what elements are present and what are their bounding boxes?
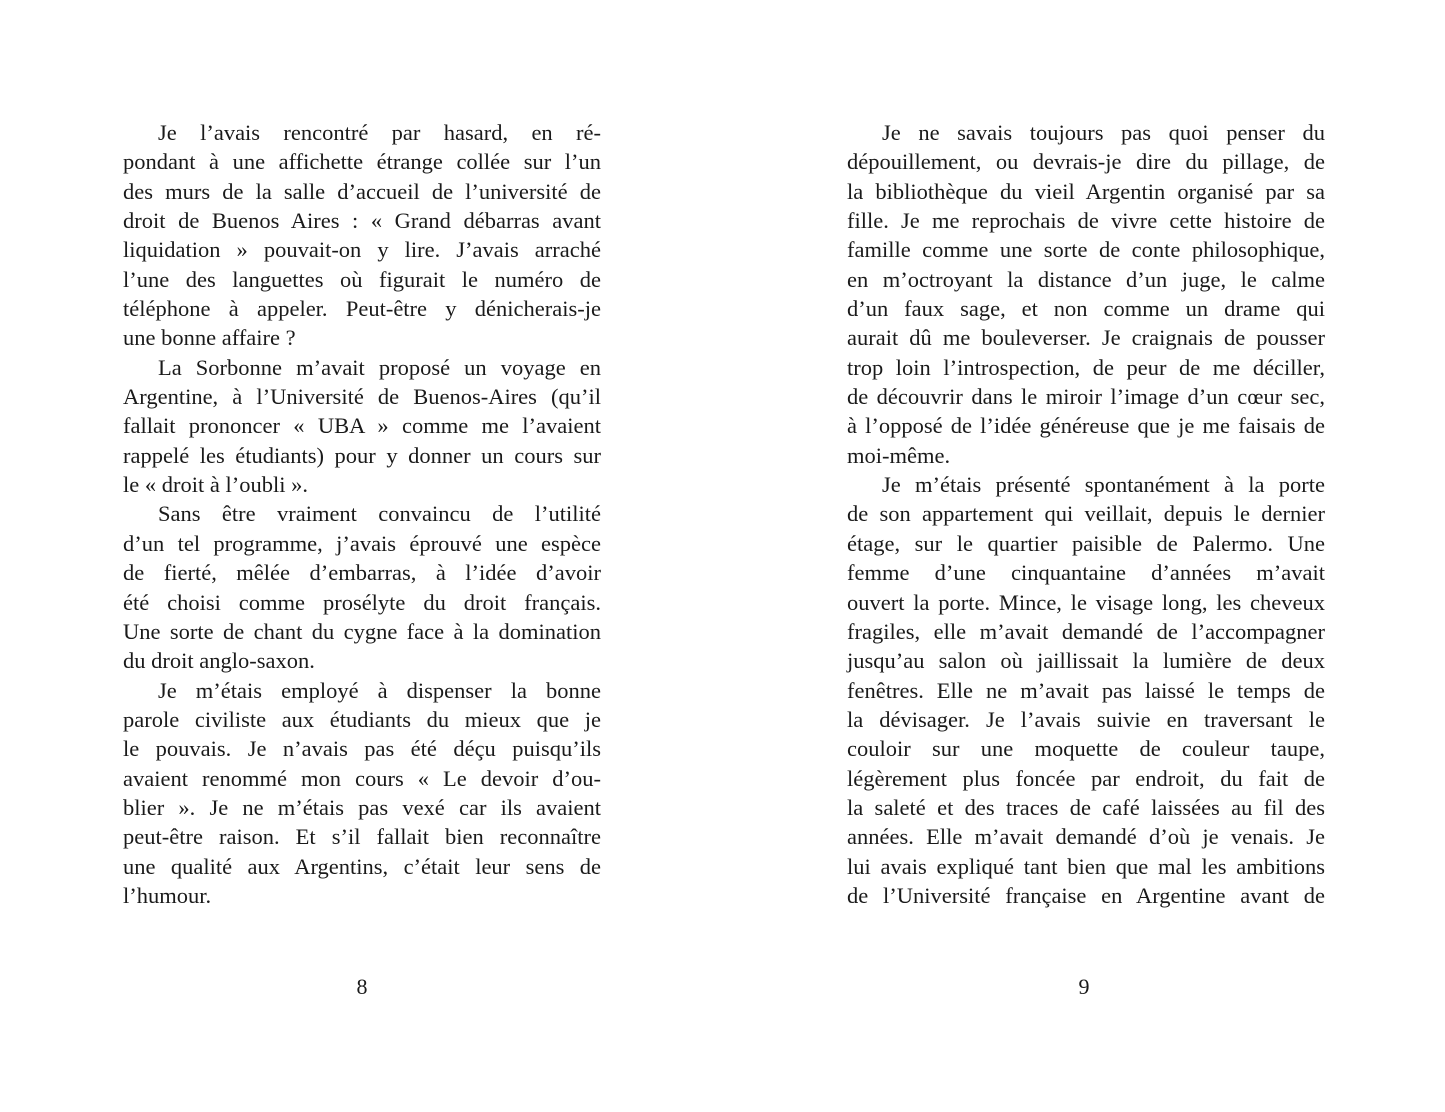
text-line: Je m’étais employé à dispenser la bonne bbox=[158, 677, 601, 703]
text-line: Une sorte de chant du cygne face à la domination bbox=[123, 618, 601, 644]
text-line: une bonne affaire ? bbox=[123, 325, 296, 351]
paragraph bbox=[123, 118, 601, 353]
text-line: de l’Université française en Argentine avant de bbox=[847, 882, 1325, 908]
text-line: Argentine, à l’Université de Buenos-Aires (qu’il bbox=[123, 384, 601, 410]
text-line: moi-même. bbox=[847, 442, 951, 468]
text-line: rappelé les étudiants) pour y donner un cours sur bbox=[123, 442, 601, 468]
text-line: trop loin l’introspection, de peur de me déciller, bbox=[847, 354, 1325, 380]
text-line: étage, sur le quartier paisible de Palermo. Une bbox=[847, 530, 1325, 556]
text-line: la bibliothèque du vieil Argentin organisé par sa bbox=[847, 178, 1325, 204]
text-line: fragiles, elle m’avait demandé de l’accompagner bbox=[847, 618, 1325, 644]
text-line: du droit anglo-saxon. bbox=[123, 648, 315, 674]
text-line: aurait dû me bouleverser. Je craignais de pousser bbox=[847, 325, 1325, 351]
paragraph bbox=[847, 470, 1325, 910]
text-line: dépouillement, ou devrais-je dire du pillage, de bbox=[847, 149, 1325, 175]
paragraph bbox=[847, 118, 1325, 470]
text-line: peut-être raison. Et s’il fallait bien reconnaître bbox=[123, 824, 601, 850]
text-line: fille. Je me reprochais de vivre cette histoire de bbox=[847, 208, 1325, 234]
text-line: fallait prononcer « UBA » comme me l’avaient bbox=[123, 413, 601, 439]
right-page-text bbox=[847, 118, 1325, 910]
paragraph bbox=[123, 676, 601, 911]
text-line: à l’opposé de l’idée généreuse que je me faisais de bbox=[847, 413, 1325, 439]
text-line: téléphone à appeler. Peut-être y dénicherais-je bbox=[123, 296, 601, 322]
text-line: liquidation » pouvait-on y lire. J’avais arraché bbox=[123, 237, 601, 263]
text-line: de fierté, mêlée d’embarras, à l’idée d’avoir bbox=[123, 560, 601, 586]
text-line: Sans être vraiment convaincu de l’utilité bbox=[158, 501, 601, 527]
text-line: droit de Buenos Aires : « Grand débarras avant bbox=[123, 208, 601, 234]
text-line: le « droit à l’oubli ». bbox=[123, 472, 308, 498]
text-line: femme d’une cinquantaine d’années m’avait bbox=[847, 560, 1325, 586]
left-page-text bbox=[123, 118, 601, 910]
text-line: Je m’étais présenté spontanément à la porte bbox=[882, 472, 1325, 498]
text-line: avaient renommé mon cours « Le devoir d’ou- bbox=[123, 765, 601, 791]
text-line: le pouvais. Je n’avais pas été déçu puisqu’ils bbox=[123, 736, 601, 762]
text-line: La Sorbonne m’avait proposé un voyage en bbox=[158, 354, 601, 380]
text-line: parole civiliste aux étudiants du mieux que je bbox=[123, 706, 601, 732]
text-line: lui avais expliqué tant bien que mal les ambitions bbox=[847, 853, 1325, 879]
text-line: la saleté et des traces de café laissées au fil des bbox=[847, 794, 1325, 820]
text-line: couloir sur une moquette de couleur taupe, bbox=[847, 736, 1325, 762]
text-line: jusqu’au salon où jaillissait la lumière de deux bbox=[847, 648, 1325, 674]
page-number: 8 bbox=[356, 974, 368, 999]
text-line: fenêtres. Elle ne m’avait pas laissé le temps de bbox=[847, 677, 1325, 703]
left-page bbox=[0, 0, 722, 1112]
text-line: années. Elle m’avait demandé d’où je venais. Je bbox=[847, 824, 1325, 850]
text-line: une qualité aux Argentins, c’était leur sens de bbox=[123, 853, 601, 879]
text-line: de découvrir dans le miroir l’image d’un cœur sec, bbox=[847, 384, 1325, 410]
text-line: blier ». Je ne m’étais pas vexé car ils avaient bbox=[123, 794, 601, 820]
text-line: d’un tel programme, j’avais éprouvé une espèce bbox=[123, 530, 601, 556]
text-line: l’une des languettes où figurait le numéro de bbox=[123, 266, 601, 292]
page-number: 9 bbox=[1078, 974, 1090, 999]
paragraph bbox=[123, 499, 601, 675]
text-line: la dévisager. Je l’avais suivie en traversant le bbox=[847, 706, 1325, 732]
paragraph bbox=[123, 353, 601, 500]
text-line: été choisi comme prosélyte du droit français. bbox=[123, 589, 601, 615]
text-line: Je ne savais toujours pas quoi penser du bbox=[882, 120, 1325, 145]
text-line: de son appartement qui veillait, depuis le dernier bbox=[847, 501, 1325, 527]
right-page bbox=[722, 0, 1445, 1112]
text-line: Je l’avais rencontré par hasard, en ré- bbox=[158, 120, 601, 145]
text-line: l’humour. bbox=[123, 882, 212, 908]
text-line: légèrement plus foncée par endroit, du fait de bbox=[847, 765, 1325, 791]
text-line: des murs de la salle d’accueil de l’université de bbox=[123, 178, 601, 204]
text-line: en m’octroyant la distance d’un juge, le calme bbox=[847, 266, 1325, 292]
text-line: pondant à une affichette étrange collée sur l’un bbox=[123, 149, 601, 175]
text-line: d’un faux sage, et non comme un drame qui bbox=[847, 296, 1325, 322]
text-line: famille comme une sorte de conte philosophique, bbox=[847, 237, 1325, 263]
text-line: ouvert la porte. Mince, le visage long, les cheveux bbox=[847, 589, 1325, 615]
